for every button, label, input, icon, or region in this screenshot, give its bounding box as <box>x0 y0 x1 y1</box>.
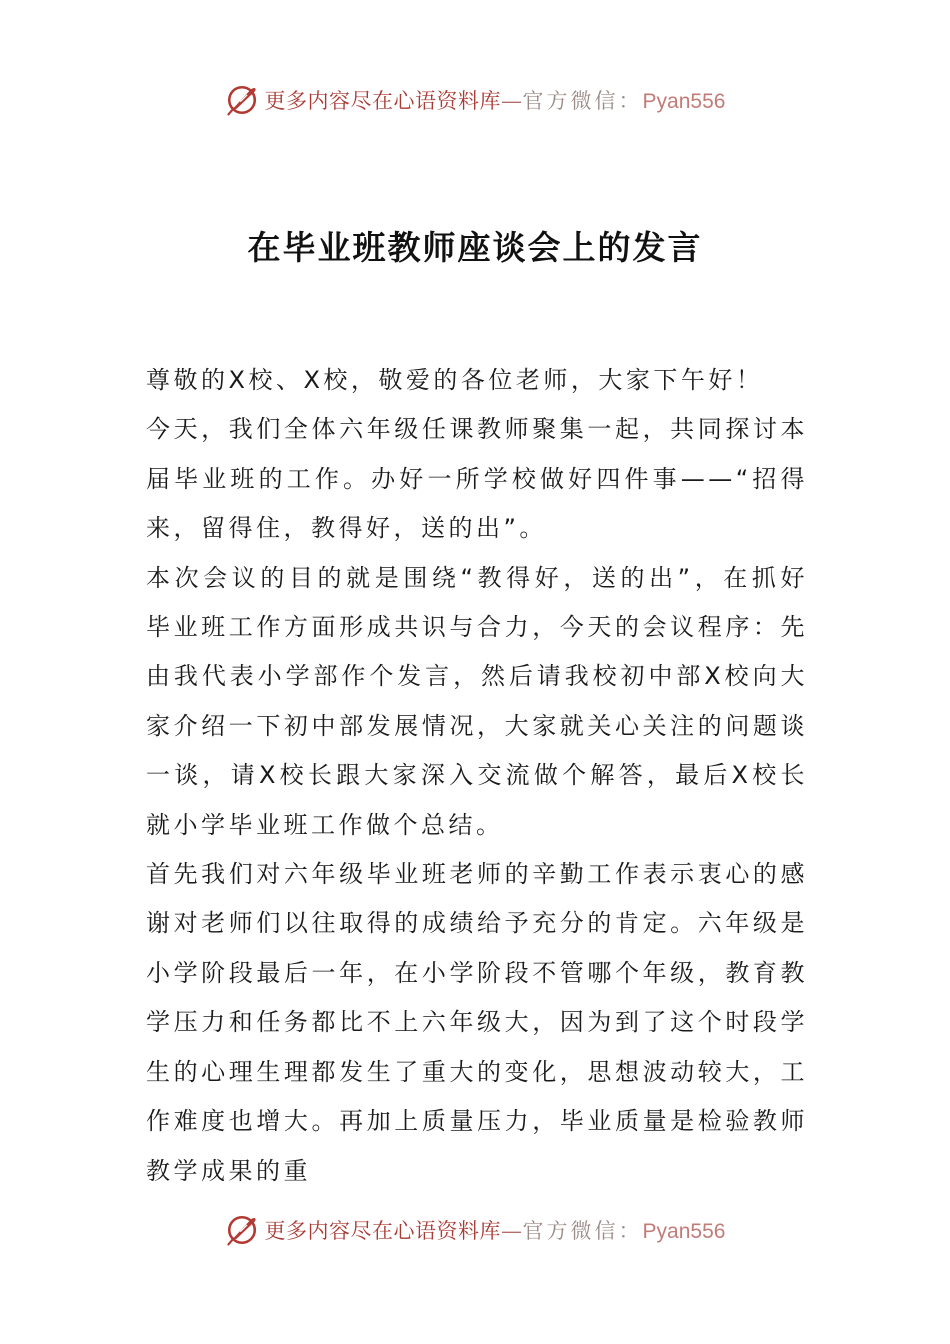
paragraph-intro: 今天，我们全体六年级任课教师聚集一起，共同探讨本届毕业班的工作。办好一所学校做好四件事——“招得来，留得住，教得好，送的出”。 <box>146 415 808 543</box>
watermark-wechat-id: Pyan556 <box>642 90 726 113</box>
header-watermark <box>0 80 950 120</box>
watermark-text <box>265 1215 726 1245</box>
document-body <box>146 356 808 1196</box>
paragraph-thanks: 首先我们对六年级毕业班老师的辛勤工作表示衷心的感谢对老师们以往取得的成绩给予充分的肯定。六年级是小学阶段最后一年，在小学阶段不管哪个年级，教育教学压力和任务都比不上六年级大，因为到了这个时段学生的心理生理都发生了重大的变化，思想波动较大，工作难度也增大。再加上质量压力，毕业质量是检验教师教学成果的重 <box>146 860 808 1185</box>
paragraph-greeting: 尊敬的X校、X校，敬爱的各位老师，大家下午好！ <box>146 366 764 394</box>
watermark-separator: — <box>501 89 523 113</box>
watermark-wechat-id: Pyan556 <box>642 1220 726 1243</box>
watermark-separator: — <box>501 1219 523 1243</box>
watermark-text <box>265 85 726 115</box>
watermark-main-text: 更多内容尽在心语资料库 <box>264 89 502 113</box>
watermark-label: 官方微信： <box>522 89 643 113</box>
watermark-label: 官方微信： <box>522 1219 643 1243</box>
footer-watermark <box>0 1210 950 1250</box>
watermark-main-text: 更多内容尽在心语资料库 <box>264 1219 502 1243</box>
paragraph-agenda: 本次会议的目的就是围绕“教得好，送的出”，在抓好毕业班工作方面形成共识与合力，今天的会议程序：先由我代表小学部作个发言，然后请我校初中部X校向大家介绍一下初中部发展情况，大家就关心关注的问题谈一谈，请X校长跟大家深入交流做个解答，最后X校长就小学毕业班工作做个总结。 <box>146 563 808 839</box>
document-title: 在毕业班教师座谈会上的发言 <box>247 228 703 267</box>
feather-pen-logo-icon <box>225 1213 259 1247</box>
feather-pen-logo-icon <box>225 83 259 117</box>
